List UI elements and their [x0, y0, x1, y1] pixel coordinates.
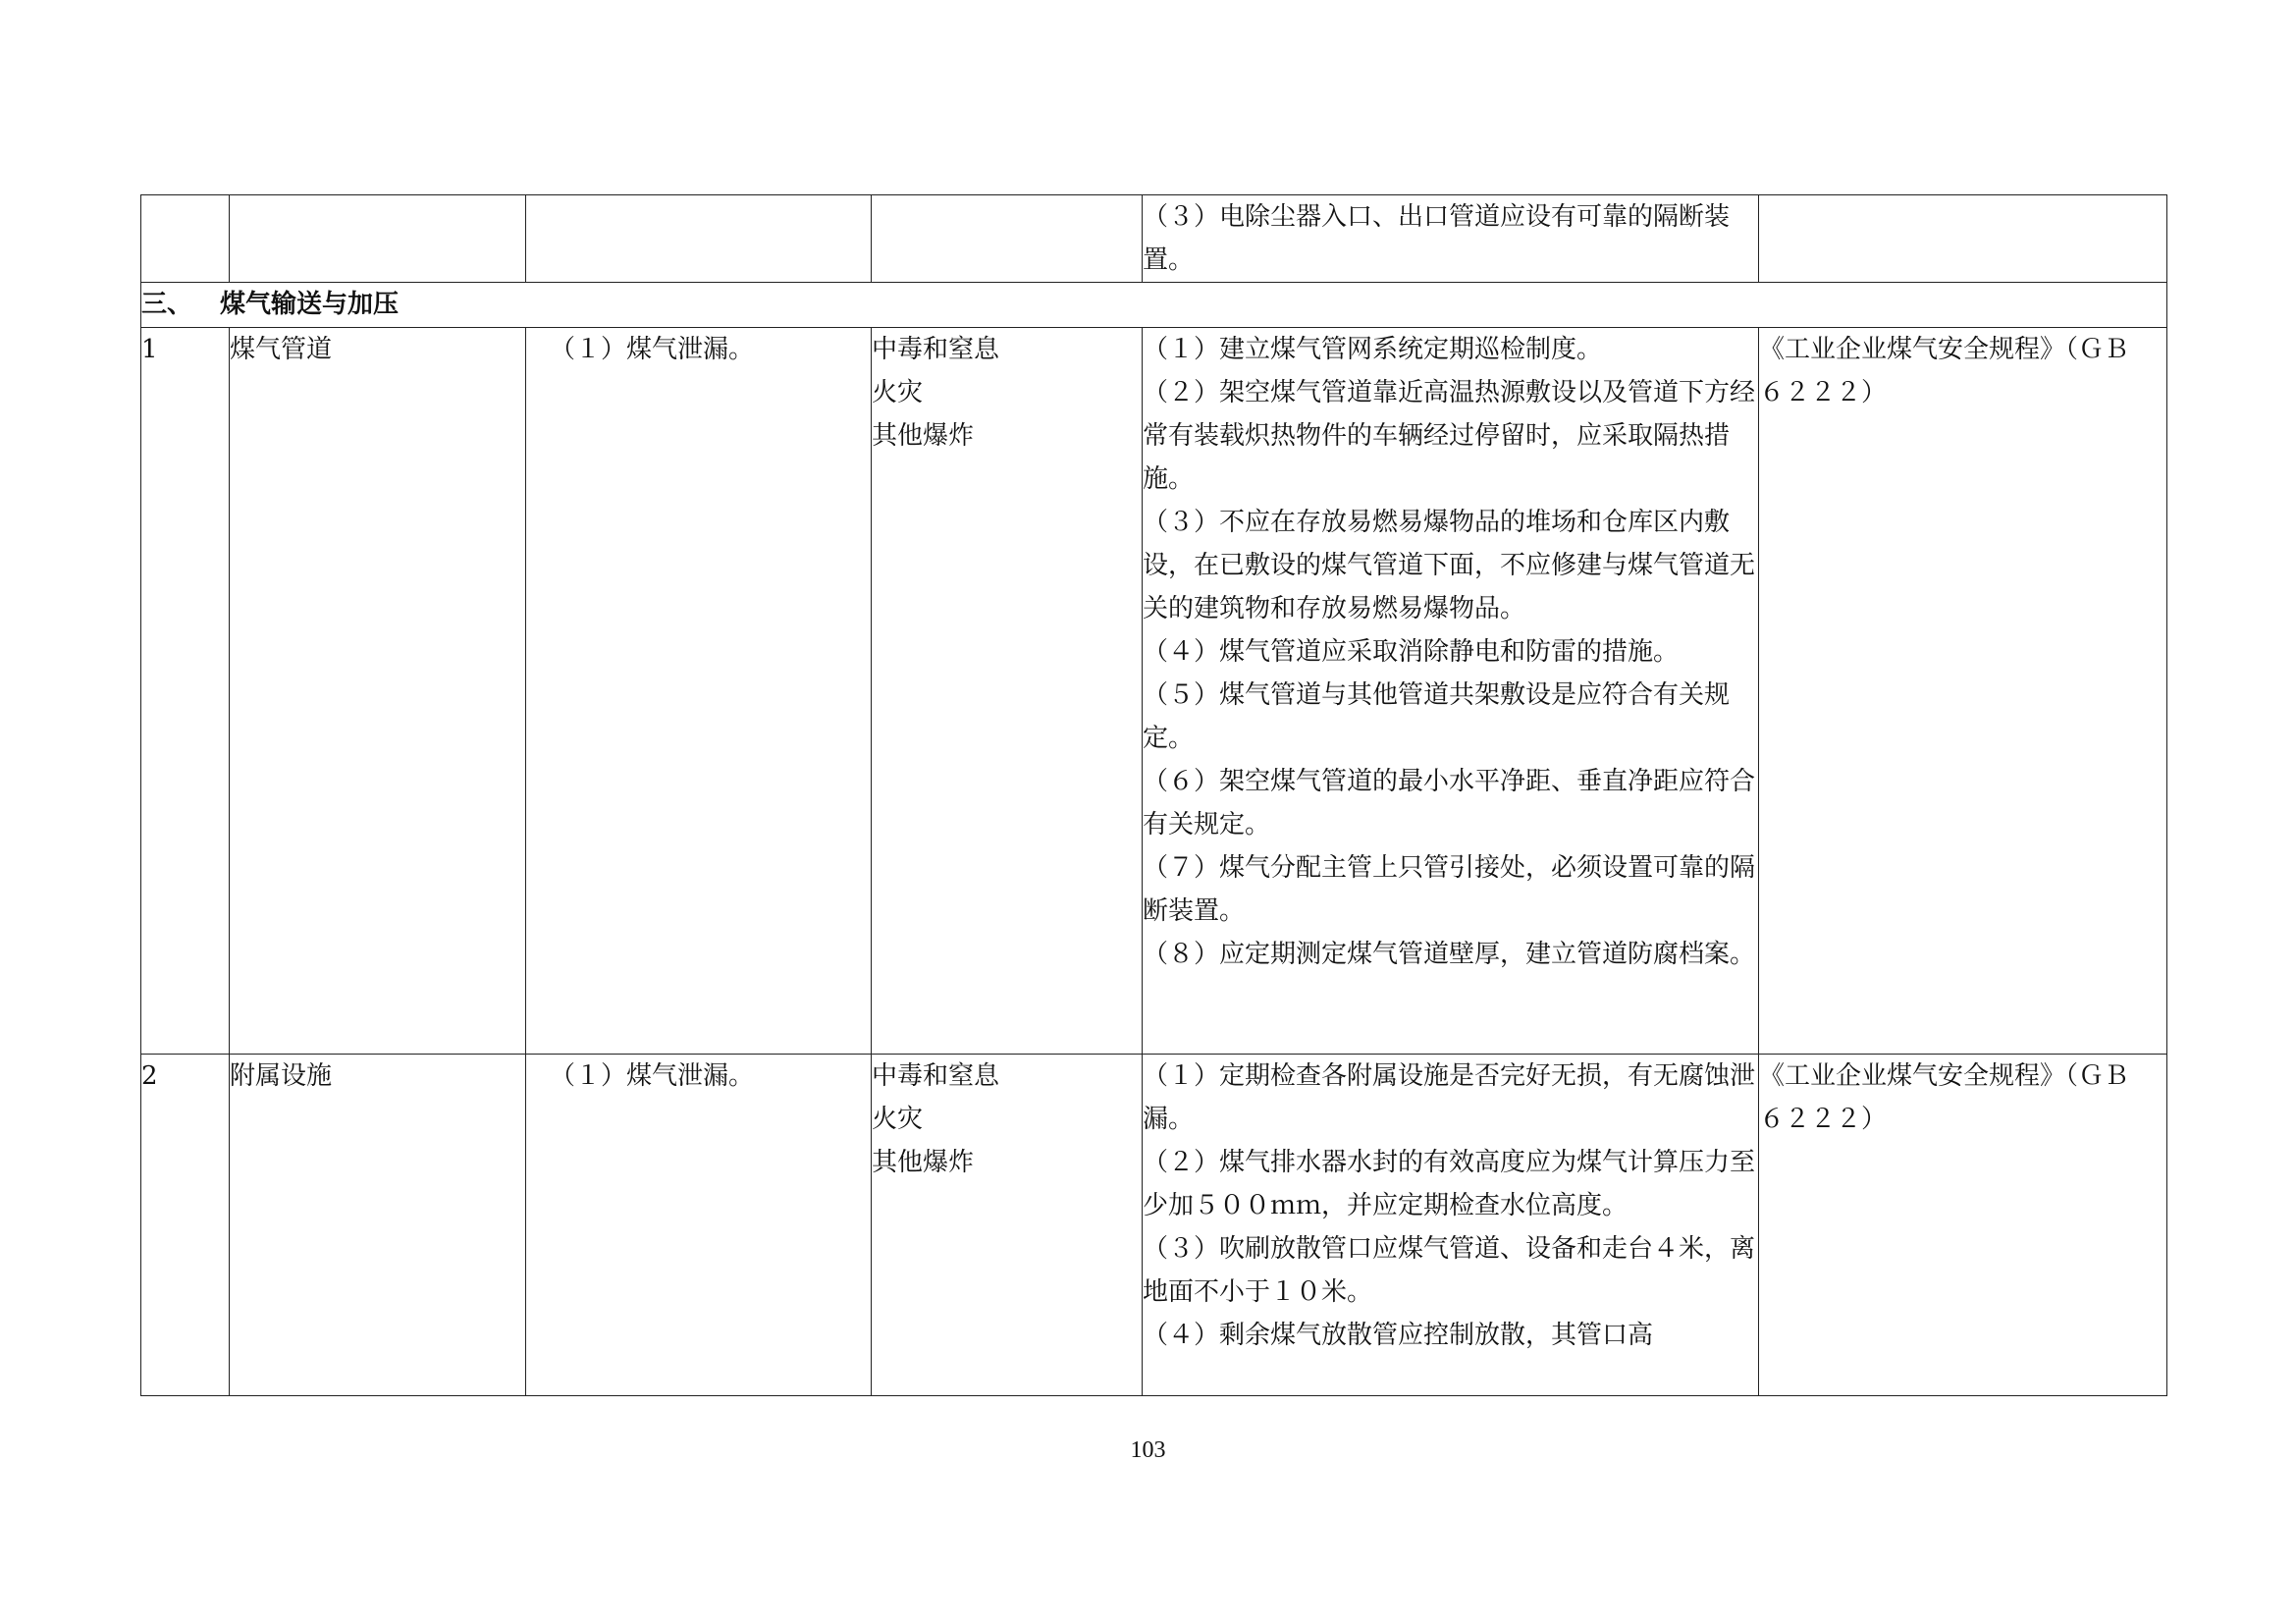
row-index: 1: [141, 335, 158, 364]
measure-item: （４）煤气管道应采取消除静电和防雷的措施。: [1143, 637, 1680, 667]
hazard-table: [140, 194, 2167, 1396]
measure-item: （４）剩余煤气放散管应控制放散，其管口高: [1143, 1321, 1654, 1350]
section-number: 三、: [141, 290, 193, 319]
page-number: 103: [1130, 1437, 1166, 1463]
measure-cell: [1143, 1055, 1759, 1396]
index-cell: [141, 195, 230, 283]
measure-item: （５）煤气管道与其他管道共架敷设是应符合有关规定。: [1143, 680, 1731, 753]
consequence-cell: [872, 195, 1143, 283]
measure-item: （３）吹刷放散管口应煤气管道、设备和走台４米，离地面不小于１０米。: [1143, 1234, 1756, 1307]
consequence-item: 其他爆炸: [872, 421, 975, 451]
section-row: [141, 283, 2167, 328]
consequence-item: 其他爆炸: [872, 1148, 975, 1177]
basis-cell: [1759, 195, 2167, 283]
hazard-cell: [526, 1055, 872, 1396]
consequence-item: 中毒和窒息: [872, 1061, 1000, 1091]
hazard-cell: [526, 328, 872, 1055]
basis-cell: [1759, 328, 2167, 1055]
measure-item: （７）煤气分配主管上只管引接处，必须设置可靠的隔断装置。: [1143, 853, 1756, 926]
section-heading: [141, 283, 2167, 328]
basis-text: 《工业企业煤气安全规程》（ＧＢ ６２２２）: [1759, 335, 2156, 407]
measure-item: （２）架空煤气管道靠近高温热源敷设以及管道下方经常有装载炽热物件的车辆经过停留时，应采取隔热措施。: [1143, 378, 1756, 494]
row-index: 2: [141, 1061, 158, 1091]
table-row: [141, 1055, 2167, 1396]
measure-item: （８）应定期测定煤气管道壁厚，建立管道防腐档案。: [1143, 940, 1756, 969]
measure-text: （３）电除尘器入口、出口管道应设有可靠的隔断装置。: [1143, 202, 1731, 275]
measure-item: （１）建立煤气管网系统定期巡检制度。: [1143, 335, 1603, 364]
index-cell: [141, 328, 230, 1055]
name-cell: [230, 328, 526, 1055]
hazard-text: （１）煤气泄漏。: [550, 1061, 755, 1091]
basis-text: 《工业企业煤气安全规程》（ＧＢ ６２２２）: [1759, 1061, 2156, 1134]
basis-cell: [1759, 1055, 2167, 1396]
measure-item: （１）定期检查各附属设施是否完好无损，有无腐蚀泄漏。: [1143, 1061, 1756, 1134]
index-cell: [141, 1055, 230, 1396]
measure-item: （６）架空煤气管道的最小水平净距、垂直净距应符合有关规定。: [1143, 767, 1756, 839]
row-name: 煤气管道: [230, 335, 333, 364]
consequence-item: 火灾: [872, 1105, 924, 1134]
hazard-text: （１）煤气泄漏。: [550, 335, 755, 364]
measure-cell: [1143, 328, 1759, 1055]
measure-item: （２）煤气排水器水封的有效高度应为煤气计算压力至少加５００ｍｍ，并应定期检查水位高度。: [1143, 1148, 1756, 1220]
name-cell: [230, 1055, 526, 1396]
measure-cell: [1143, 195, 1759, 283]
row-name: 附属设施: [230, 1061, 333, 1091]
consequence-cell: [872, 328, 1143, 1055]
table-row: [141, 195, 2167, 283]
section-title: 煤气输送与加压: [220, 290, 400, 319]
measure-item: （３）不应在存放易燃易爆物品的堆场和仓库区内敷设，在已敷设的煤气管道下面，不应修建与煤气管道无关的建筑物和存放易燃易爆物品。: [1143, 508, 1756, 623]
consequence-item: 火灾: [872, 378, 924, 407]
table-row: [141, 328, 2167, 1055]
consequence-item: 中毒和窒息: [872, 335, 1000, 364]
name-cell: [230, 195, 526, 283]
consequence-cell: [872, 1055, 1143, 1396]
hazard-cell: [526, 195, 872, 283]
